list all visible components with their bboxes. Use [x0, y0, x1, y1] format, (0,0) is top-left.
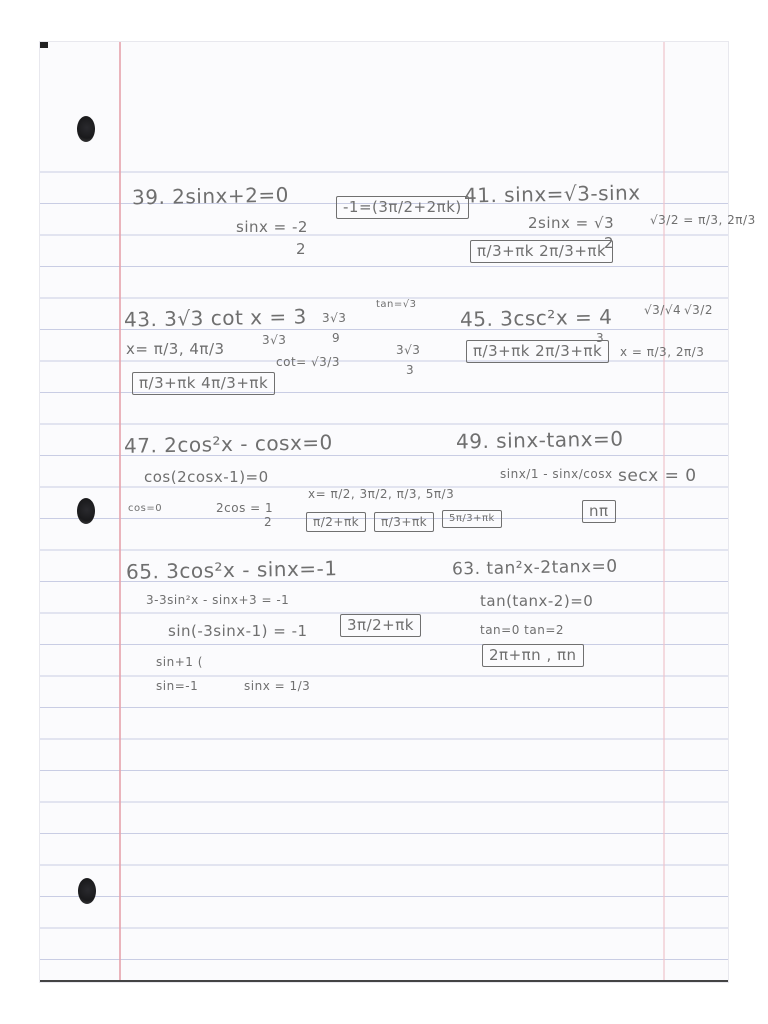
- problem-65-work-1: 3-3sin²x - sinx+3 = -1: [146, 593, 290, 607]
- problem-65-equation: 65. 3cos²x - sinx=-1: [125, 556, 338, 584]
- problem-43-work-5: x= π/3, 4π/3: [126, 340, 225, 358]
- problem-65-work-3: sin+1 (: [156, 655, 203, 669]
- problem-41-work-3: √3/2 = π/3, 2π/3: [650, 213, 756, 227]
- problem-49-equation: 49. sinx-tanx=0: [455, 426, 624, 454]
- binder-hole-middle: [77, 498, 95, 524]
- problem-45-work-3: √3/2: [684, 303, 713, 317]
- problem-45-work-1: 3: [596, 331, 605, 345]
- problem-39-work-1: sinx = -2: [236, 218, 308, 236]
- problem-41-equation: 41. sinx=√3-sinx: [463, 180, 641, 208]
- problem-47-work-3: 2cos = 1: [216, 501, 274, 515]
- problem-63-answer: 2π+πn , πn: [482, 644, 584, 667]
- problem-39-work-2: 2: [296, 240, 307, 258]
- problem-45-work-2: √3/√4: [644, 303, 682, 317]
- problem-47-work-5: x= π/2, 3π/2, π/3, 5π/3: [308, 487, 455, 501]
- scan-corner-mark: [40, 42, 48, 48]
- problem-49-work-2: secx = 0: [618, 466, 697, 486]
- binder-hole-bottom: [78, 878, 96, 904]
- problem-47-equation: 47. 2cos²x - cosx=0: [123, 430, 333, 458]
- problem-63-work-1: tan(tanx-2)=0: [480, 592, 594, 610]
- problem-47-answer-3: 5π/3+πk: [442, 510, 502, 528]
- problem-41-work-2: 2: [604, 234, 615, 252]
- problem-43-answer: π/3+πk 4π/3+πk: [132, 372, 275, 395]
- problem-43-work-1: 3√3: [262, 333, 287, 347]
- problem-65-answer: 3π/2+πk: [340, 614, 421, 637]
- problem-49-answer: nπ: [582, 500, 616, 523]
- problem-47-answer-2: π/3+πk: [374, 512, 434, 532]
- problem-41-work-1: 2sinx = √3: [528, 214, 615, 232]
- problem-39-equation: 39. 2sinx+2=0: [131, 182, 290, 210]
- problem-65-work-4: sin=-1: [156, 679, 199, 693]
- problem-43-work-6: cot= √3/3: [276, 355, 340, 369]
- page-bottom-edge: [40, 980, 728, 982]
- problem-47-work-1: cos(2cosx-1)=0: [144, 468, 269, 486]
- problem-65-work-2: sin(-3sinx-1) = -1: [168, 622, 308, 640]
- problem-45-work-4: x = π/3, 2π/3: [620, 345, 705, 359]
- problem-43-work-4: tan=√3: [376, 299, 417, 310]
- notebook-page: [40, 42, 756, 982]
- problem-63-equation: 63. tan²x-2tanx=0: [451, 556, 618, 580]
- problem-49-work-1: sinx/1 - sinx/cosx: [500, 467, 613, 481]
- problem-47-answer-1: π/2+πk: [306, 512, 366, 532]
- problem-39-answer: -1=(3π/2+2πk): [336, 196, 469, 219]
- problem-45-equation: 45. 3csc²x = 4: [459, 304, 613, 332]
- problem-43-work-3: 9: [332, 331, 341, 345]
- binder-hole-top: [77, 116, 95, 142]
- problem-63-work-2: tan=0 tan=2: [480, 623, 565, 637]
- problem-47-work-2: cos=0: [128, 503, 163, 514]
- problem-45-answer: π/3+πk 2π/3+πk: [466, 340, 609, 363]
- problem-47-work-4: 2: [264, 515, 273, 529]
- problem-43-equation: 43. 3√3 cot x = 3: [123, 304, 307, 332]
- problem-43-work-8: 3: [406, 363, 415, 377]
- problem-65-work-5: sinx = 1/3: [244, 679, 311, 693]
- problem-43-work-2: 3√3: [322, 311, 347, 325]
- problem-41-answer: π/3+πk 2π/3+πk: [470, 240, 613, 263]
- problem-43-work-7: 3√3: [396, 343, 421, 357]
